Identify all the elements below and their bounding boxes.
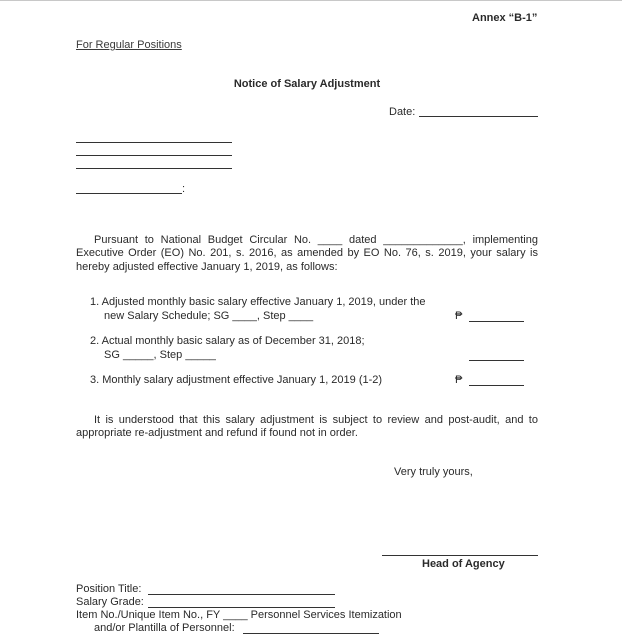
date-field[interactable] [419,116,538,117]
closing-salutation: Very truly yours, [394,466,473,478]
item-1-amount-field[interactable] [469,321,524,322]
review-text: It is understood that this salary adjustment is subject to review and post-audit, and to appropriate re-adjustment and refund if found not in order. [76,414,538,440]
salary-grade-label: Salary Grade: [76,596,144,608]
page-title: Notice of Salary Adjustment [233,78,381,90]
intro-paragraph [76,234,538,274]
item-no-label: Item No./Unique Item No., FY ____ Personnel Services Itemization [76,609,402,621]
addressee-name-line[interactable] [76,142,232,143]
plantilla-label: and/or Plantilla of Personnel: [94,622,235,634]
review-paragraph [76,414,538,441]
plantilla-field[interactable] [243,633,379,634]
peso-sign-3: ₱ [455,374,463,386]
signature-line[interactable] [382,555,538,556]
salary-grade-field[interactable] [148,607,335,608]
signatory-title: Head of Agency [422,558,505,570]
item-3-line1: 3. Monthly salary adjustment effective January 1, 2019 (1-2) [90,374,383,386]
item-1-line2: new Salary Schedule; SG ____, Step ____ [104,310,314,322]
position-category: For Regular Positions [76,39,182,51]
addressee-position-line[interactable] [76,155,232,156]
item-1-line1: 1. Adjusted monthly basic salary effective January 1, 2019, under the [90,296,426,308]
salutation-colon: : [182,183,186,195]
date-label: Date: [389,106,416,118]
item-2-amount-field[interactable] [469,360,524,361]
item-2-line2: SG _____, Step _____ [104,349,216,361]
item-2-line1: 2. Actual monthly basic salary as of December 31, 2018; [90,335,365,347]
addressee-address-line[interactable] [76,168,232,169]
item-3-amount-field[interactable] [469,385,524,386]
salutation-line[interactable] [76,193,182,194]
annex-label: Annex “B-1” [472,12,538,24]
peso-sign-1: ₱ [455,310,463,322]
position-title-field[interactable] [148,594,335,595]
intro-text: Pursuant to National Budget Circular No. ____ dated _____________, implementing Executive Order (EO) No. 201, s. 2016, as amended by EO No. 76, s. 2019, your salary is hereby adjusted effective January 1, 2019, as follows: [76,234,538,273]
position-title-label: Position Title: [76,583,142,595]
top-border [0,0,622,1]
